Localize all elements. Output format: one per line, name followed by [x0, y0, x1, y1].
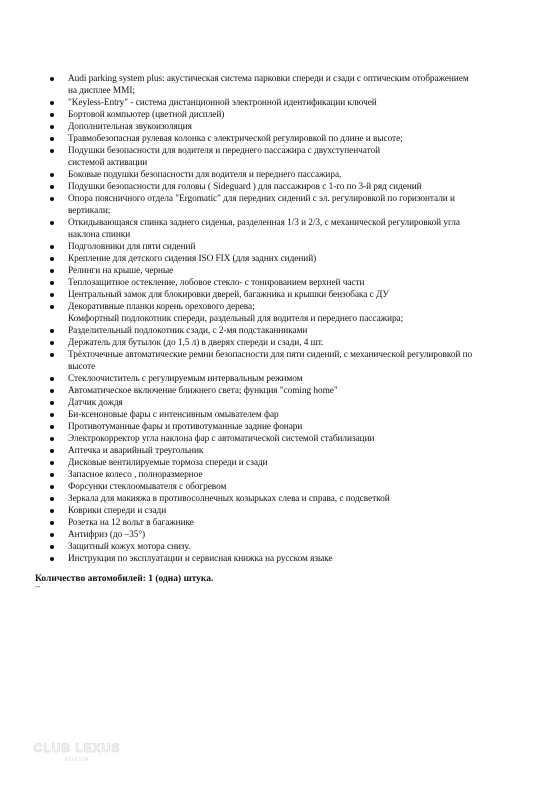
bullet-icon: [50, 485, 54, 489]
bullet-icon: [50, 101, 54, 105]
list-item-text: Аптечка и аварийный треугольник: [68, 446, 204, 456]
list-item-text: Подушки безопасности для головы ( Sideguard ) для пассажиров с 1-го по 3-й ряд сидений: [68, 182, 422, 192]
list-item-text: Зеркала для макияжа в противосолнечных козырьках слева и справа, с подсветкой: [68, 494, 390, 504]
list-item-text: Подголовники для пяти сидений: [68, 242, 196, 252]
bullet-icon: [50, 413, 54, 417]
list-item-text: Дополнительная звукоизоляция: [68, 122, 192, 132]
bullet-icon: [50, 125, 54, 129]
bullet-icon: [50, 185, 54, 189]
list-item-text: Запасное колесо , полноразмерное: [68, 470, 203, 480]
bullet-icon: [50, 293, 54, 297]
list-item: [37, 145, 532, 169]
trailing-mark: --: [35, 582, 41, 591]
bullet-icon: [50, 437, 54, 441]
list-item-text: Центральный замок для блокировки дверей, багажника и крышки бензобака с ДУ: [68, 290, 389, 300]
list-item-text: Розетка на 12 вольт в багажнике: [68, 518, 194, 528]
bullet-icon: [50, 521, 54, 525]
bullet-icon: [50, 545, 54, 549]
list-item-text: Боковые подушки безопасности для водителя и переднего пассажира,: [68, 170, 342, 180]
list-item-text: Датчик дождя: [68, 398, 123, 408]
list-item: [37, 409, 532, 421]
list-item: [37, 517, 532, 529]
bullet-icon: [50, 77, 54, 81]
watermark-sub-text: RUSSIA: [64, 757, 90, 763]
list-item-text: Опора поясничного отдела "Ergomatic" для передних сидений с эл. регулировкой по горизонтали и вертикали;: [68, 194, 455, 216]
list-item: [37, 277, 532, 289]
bullet-icon: [50, 137, 54, 141]
list-item: [37, 433, 532, 445]
list-item: [37, 193, 532, 217]
list-item: [37, 181, 532, 193]
bullet-icon: [50, 401, 54, 405]
bullet-icon: [50, 497, 54, 501]
list-item-text: Коврики спереди и сзади: [68, 506, 167, 516]
list-item-text: Электрокорректор угла наклона фар с автоматической системой стабилизации: [68, 434, 375, 444]
list-item-text: Держатель для бутылок (до 1,5 л) в дверях спереди и сзади, 4 шт.: [68, 338, 324, 348]
list-item: [37, 337, 532, 349]
list-item-text: Травмобезопасная рулевая колонка с электрической регулировкой по длине и высоте;: [68, 134, 403, 144]
bullet-icon: [50, 473, 54, 477]
list-item-text: Декоративные планки корень орехового дерева; Комфортный подлокотник спереди, раздельный для водителя и переднего пассажира;: [68, 302, 404, 324]
bullet-icon: [50, 221, 54, 225]
bullet-icon: [50, 281, 54, 285]
list-item-text: Инструкция по эксплуатации и сервисная книжка на русском языке: [68, 554, 333, 564]
list-item-text: Трёхточечные автоматические ремни безопасности для пяти сидений, с механической регулировкой по высоте: [68, 350, 473, 372]
bullet-icon: [50, 449, 54, 453]
bullet-icon: [50, 389, 54, 393]
list-item: [37, 97, 532, 109]
list-item: [37, 301, 532, 325]
list-item-text: Крепление для детского сидения ISO FIX (для задних сидений): [68, 254, 317, 264]
list-item: [37, 445, 532, 457]
bullet-icon: [50, 149, 54, 153]
bullet-icon: [50, 509, 54, 513]
list-item: [37, 505, 532, 517]
list-item-text: Защитный кожух мотора снизу.: [68, 542, 191, 552]
bullet-icon: [50, 173, 54, 177]
list-item: [37, 541, 532, 553]
list-item: [37, 385, 532, 397]
list-item-text: Форсунки стеклоомывателя с обогревом: [68, 482, 227, 492]
bullet-icon: [50, 257, 54, 261]
list-item: [37, 169, 532, 181]
club-lexus-logo-icon: [20, 740, 135, 764]
list-item: [37, 421, 532, 433]
list-item: [37, 553, 532, 565]
bullet-icon: [50, 305, 54, 309]
list-item: [37, 325, 532, 337]
bullet-icon: [50, 329, 54, 333]
list-item: [37, 493, 532, 505]
list-item: [37, 349, 532, 373]
list-item: [37, 457, 532, 469]
list-item-text: Противотуманные фары и противотуманные задние фонари: [68, 422, 303, 432]
list-item-text: Стеклоочиститель с регулируемым интервальным режимом: [68, 374, 303, 384]
list-item: [37, 73, 532, 97]
list-item: [37, 121, 532, 133]
list-item: [37, 217, 532, 241]
list-item: [37, 481, 532, 493]
list-item-text: Бортовой компьютер (цветной дисплей): [68, 110, 225, 120]
equipment-list: [37, 73, 532, 565]
list-item-text: Дисковые вентилируемые тормоза спереди и сзади: [68, 458, 268, 468]
list-item: [37, 397, 532, 409]
bullet-icon: [50, 461, 54, 465]
bullet-icon: [50, 425, 54, 429]
bullet-icon: [50, 341, 54, 345]
list-item-text: Подушки безопасности для водителя и переднего пассажира с двухступенчатой системой активации: [68, 146, 381, 168]
list-item-text: Теплозащитное остекление, лобовое стекло- с тонированием верхней части: [68, 278, 365, 288]
list-item: [37, 265, 532, 277]
list-item-text: Би-ксеноновые фары с интенсивным омывателем фар: [68, 410, 279, 420]
list-item: [37, 529, 532, 541]
bullet-icon: [50, 113, 54, 117]
quantity-line: Количество автомобилей: 1 (одна) штука.: [35, 574, 214, 584]
watermark-main-text: CLUB LEXUS: [33, 741, 121, 755]
list-item-text: Разделительный подлокотник сзади, с 2-мя подстаканниками: [68, 326, 308, 336]
list-item-text: "Keyless-Entry" - система дистанционной электронной идентификации ключей: [68, 98, 377, 108]
list-item-text: Откидывающаяся спинка заднего сиденья, разделенная 1/3 и 2/3, с механической регулировкой угла наклона спинки: [68, 218, 460, 240]
list-item-text: Audi parking system plus: акустическая система парковки спереди и сзади с оптическим отображением на дисплее MMI;: [68, 74, 469, 96]
bullet-icon: [50, 353, 54, 357]
list-item-text: Антифриз (до –35°): [68, 530, 146, 540]
bullet-icon: [50, 269, 54, 273]
bullet-icon: [50, 197, 54, 201]
list-item: [37, 469, 532, 481]
bullet-icon: [50, 245, 54, 249]
list-item: [37, 133, 532, 145]
list-item: [37, 289, 532, 301]
list-item: [37, 253, 532, 265]
list-item: [37, 241, 532, 253]
bullet-icon: [50, 377, 54, 381]
list-item-text: Автоматическое включение ближнего света; функция "coming home": [68, 386, 338, 396]
bullet-icon: [50, 533, 54, 537]
list-item-text: Релинги на крыше, черные: [68, 266, 174, 276]
list-item: [37, 373, 532, 385]
list-item: [37, 109, 532, 121]
bullet-icon: [50, 557, 54, 561]
watermark-logo: [20, 740, 135, 764]
